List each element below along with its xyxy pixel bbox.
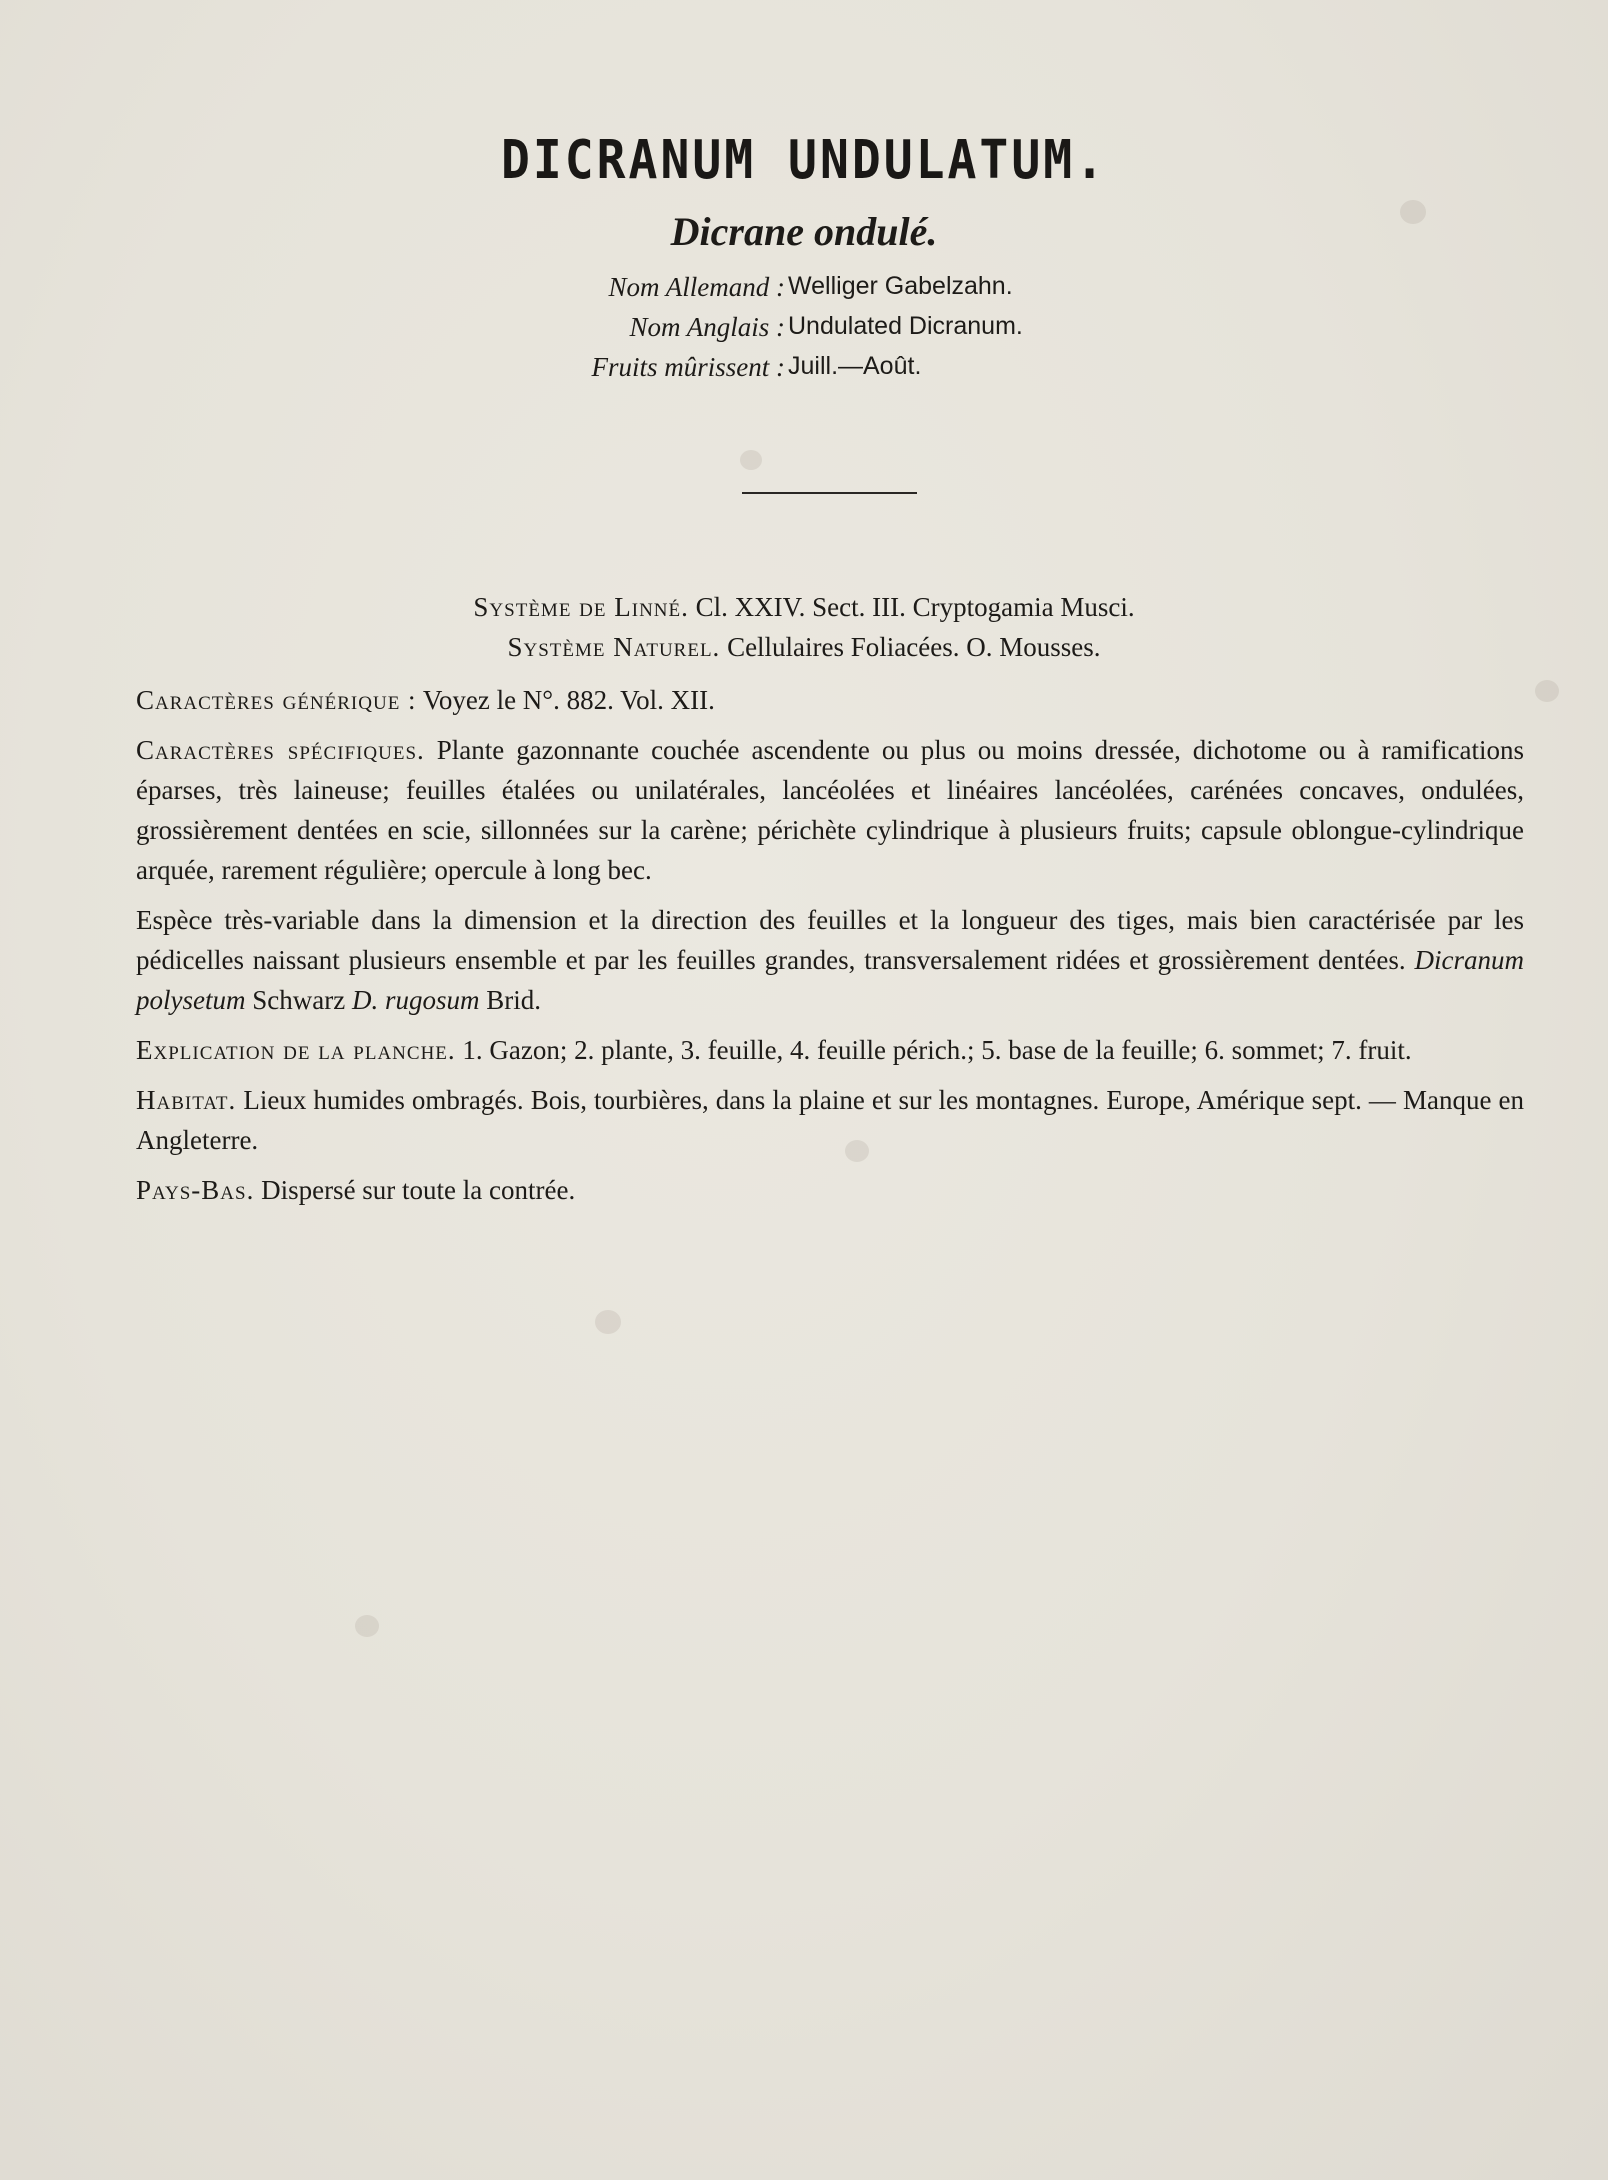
- section-text: Lieux humides ombragés. Bois, tourbières, dans la plaine et sur les montagnes. Europe, Amérique sept. — Manque en Angleterre.: [136, 1085, 1524, 1155]
- name-label: Fruits mûrissent :: [591, 352, 785, 382]
- divider: [742, 492, 917, 494]
- paragraph-caracteres-generique: [136, 680, 1524, 720]
- section-text: Cellulaires Foliacées. O. Mousses.: [727, 632, 1101, 662]
- paper-spot: [740, 450, 762, 470]
- name-value: Juill.—Août.: [788, 352, 922, 380]
- name-label: Nom Allemand :: [608, 272, 785, 302]
- paragraph-habitat: [136, 1080, 1524, 1160]
- section-text: Dispersé sur toute la contrée.: [261, 1175, 576, 1205]
- name-row-anglais: [0, 312, 1608, 352]
- name-row-allemand: [0, 272, 1608, 312]
- description-body: [136, 680, 1524, 1220]
- name-value: Undulated Dicranum.: [788, 312, 1023, 340]
- synonym: D. rugosum: [351, 985, 480, 1015]
- synonym: Dicranum polysetum: [136, 945, 1524, 1015]
- section-label: Système de Linné.: [473, 592, 689, 622]
- section-text: 1. Gazon; 2. plante, 3. feuille, 4. feuille périch.; 5. base de la feuille; 6. sommet; 7. fruit.: [462, 1035, 1412, 1065]
- synonym-author: Schwarz: [252, 985, 346, 1015]
- common-names: [0, 272, 1608, 392]
- section-text: Plante gazonnante couchée ascendente ou plus ou moins dressée, dichotome ou à ramifications éparses, très laineuse; feuilles étalées ou unilatérales, lancéolées et linéaires lancéolées, carénées concaves, ondulées, grossièrement dentées en scie, sillonnées sur la carène; périchète cylindrique à plusieurs fruits; capsule oblongue-cylindrique arquée, rarement régulière; opercule à long bec.: [136, 735, 1525, 885]
- page-title: DICRANUM UNDULATUM.: [500, 128, 1108, 192]
- section-label: Système Naturel.: [507, 632, 721, 662]
- page-subtitle: Dicrane ondulé.: [670, 209, 938, 254]
- systeme-linne: [0, 592, 1608, 623]
- section-label: Pays-Bas.: [136, 1175, 255, 1205]
- section-text: Espèce très-variable dans la dimension et la direction des feuilles et la longueur des tiges, mais bien caractérisée par les pédicelles naissant plusieurs ensemble et par les feuilles grandes, transversalement ridées et grossièrement dentées.: [136, 905, 1524, 975]
- name-row-fruits: [0, 352, 1608, 392]
- section-label: Caractères spécifiques.: [136, 735, 425, 765]
- systeme-naturel: [0, 632, 1608, 663]
- paper-spot: [1535, 680, 1559, 702]
- paragraph-explication: [136, 1030, 1524, 1070]
- section-text: Voyez le N°. 882. Vol. XII.: [422, 685, 715, 715]
- section-label: Explication de la planche.: [136, 1035, 456, 1065]
- name-label: Nom Anglais :: [629, 312, 785, 342]
- synonym-author: Brid.: [486, 985, 541, 1015]
- paragraph-caracteres-specifiques: [136, 730, 1524, 890]
- section-label: Caractères générique :: [136, 685, 417, 715]
- paragraph-pays-bas: [136, 1170, 1524, 1210]
- paper-spot: [595, 1310, 621, 1334]
- paragraph-espece: [136, 900, 1524, 1020]
- paper-spot: [355, 1615, 379, 1637]
- name-value: Welliger Gabelzahn.: [788, 272, 1013, 300]
- section-label: Habitat.: [136, 1085, 237, 1115]
- section-text: Cl. XXIV. Sect. III. Cryptogamia Musci.: [695, 592, 1135, 622]
